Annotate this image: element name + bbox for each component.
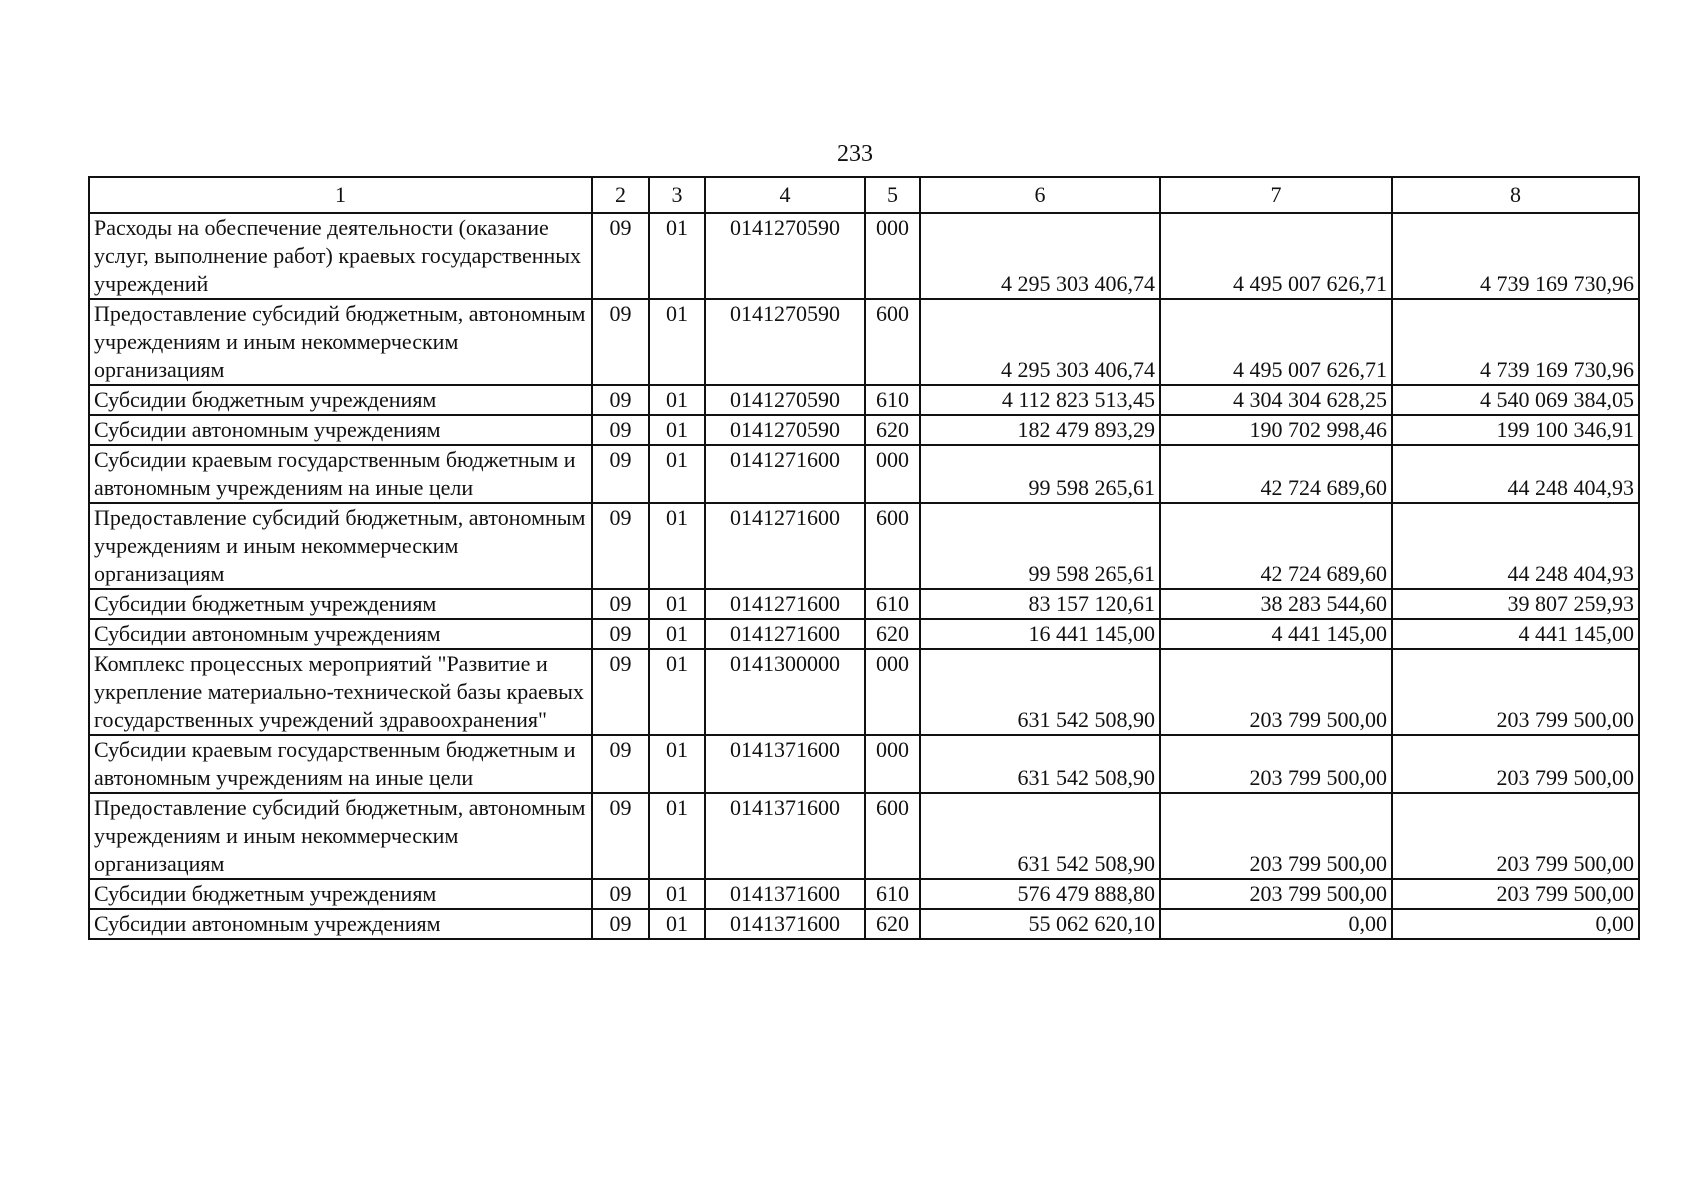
amount-column-8: 203 799 500,00 [1392,649,1639,735]
table-row [89,415,1639,445]
section-code: 09 [592,589,649,619]
expense-type-code: 000 [865,445,920,503]
amount-column-8: 203 799 500,00 [1392,879,1639,909]
row-description: Предоставление субсидий бюджетным, автономным учреждениям и иным некоммерческим организациям [89,299,592,385]
table-row [89,735,1639,793]
subsection-code: 01 [649,879,705,909]
subsection-code: 01 [649,649,705,735]
amount-column-7: 0,00 [1160,909,1392,939]
amount-column-8: 4 739 169 730,96 [1392,213,1639,299]
subsection-code: 01 [649,445,705,503]
amount-column-6: 55 062 620,10 [920,909,1160,939]
amount-column-7: 203 799 500,00 [1160,879,1392,909]
column-header: 3 [649,177,705,213]
target-article-code: 0141271600 [705,445,865,503]
amount-column-6: 631 542 508,90 [920,735,1160,793]
subsection-code: 01 [649,619,705,649]
section-code: 09 [592,213,649,299]
table-row [89,793,1639,879]
section-code: 09 [592,793,649,879]
section-code: 09 [592,415,649,445]
expense-type-code: 600 [865,299,920,385]
subsection-code: 01 [649,415,705,445]
column-header: 5 [865,177,920,213]
target-article-code: 0141300000 [705,649,865,735]
column-header: 2 [592,177,649,213]
row-description: Субсидии автономным учреждениям [89,909,592,939]
amount-column-6: 4 295 303 406,74 [920,213,1160,299]
target-article-code: 0141270590 [705,385,865,415]
table-row [89,445,1639,503]
amount-column-6: 182 479 893,29 [920,415,1160,445]
subsection-code: 01 [649,385,705,415]
subsection-code: 01 [649,735,705,793]
amount-column-7: 4 441 145,00 [1160,619,1392,649]
section-code: 09 [592,735,649,793]
amount-column-8: 4 739 169 730,96 [1392,299,1639,385]
row-description: Субсидии бюджетным учреждениям [89,589,592,619]
amount-column-7: 38 283 544,60 [1160,589,1392,619]
target-article-code: 0141371600 [705,909,865,939]
table-row [89,385,1639,415]
row-description: Субсидии краевым государственным бюджетным и автономным учреждениям на иные цели [89,735,592,793]
amount-column-7: 190 702 998,46 [1160,415,1392,445]
header-row [89,177,1639,213]
subsection-code: 01 [649,213,705,299]
amount-column-6: 99 598 265,61 [920,503,1160,589]
expense-type-code: 610 [865,879,920,909]
row-description: Субсидии краевым государственным бюджетным и автономным учреждениям на иные цели [89,445,592,503]
table-row [89,503,1639,589]
subsection-code: 01 [649,909,705,939]
section-code: 09 [592,879,649,909]
subsection-code: 01 [649,299,705,385]
amount-column-7: 4 495 007 626,71 [1160,213,1392,299]
expense-type-code: 610 [865,385,920,415]
column-header: 6 [920,177,1160,213]
section-code: 09 [592,299,649,385]
target-article-code: 0141371600 [705,879,865,909]
amount-column-6: 4 295 303 406,74 [920,299,1160,385]
row-description: Субсидии бюджетным учреждениям [89,879,592,909]
amount-column-6: 83 157 120,61 [920,589,1160,619]
amount-column-7: 203 799 500,00 [1160,649,1392,735]
target-article-code: 0141271600 [705,619,865,649]
row-description: Предоставление субсидий бюджетным, автономным учреждениям и иным некоммерческим организациям [89,503,592,589]
section-code: 09 [592,445,649,503]
row-description: Расходы на обеспечение деятельности (оказание услуг, выполнение работ) краевых государственных учреждений [89,213,592,299]
expense-type-code: 000 [865,649,920,735]
row-description: Субсидии автономным учреждениям [89,619,592,649]
column-header: 7 [1160,177,1392,213]
column-header: 4 [705,177,865,213]
amount-column-7: 4 304 304 628,25 [1160,385,1392,415]
column-header: 1 [89,177,592,213]
amount-column-6: 631 542 508,90 [920,649,1160,735]
target-article-code: 0141271600 [705,503,865,589]
expense-type-code: 620 [865,619,920,649]
expense-type-code: 620 [865,909,920,939]
column-header: 8 [1392,177,1639,213]
amount-column-6: 631 542 508,90 [920,793,1160,879]
table-row [89,299,1639,385]
target-article-code: 0141270590 [705,415,865,445]
amount-column-8: 4 540 069 384,05 [1392,385,1639,415]
amount-column-8: 203 799 500,00 [1392,735,1639,793]
table-row [89,649,1639,735]
row-description: Предоставление субсидий бюджетным, автономным учреждениям и иным некоммерческим организациям [89,793,592,879]
target-article-code: 0141270590 [705,213,865,299]
amount-column-6: 576 479 888,80 [920,879,1160,909]
amount-column-6: 99 598 265,61 [920,445,1160,503]
subsection-code: 01 [649,793,705,879]
amount-column-8: 39 807 259,93 [1392,589,1639,619]
amount-column-8: 44 248 404,93 [1392,445,1639,503]
amount-column-8: 203 799 500,00 [1392,793,1639,879]
section-code: 09 [592,909,649,939]
amount-column-7: 203 799 500,00 [1160,735,1392,793]
amount-column-8: 0,00 [1392,909,1639,939]
expense-type-code: 600 [865,793,920,879]
table-row [89,879,1639,909]
target-article-code: 0141371600 [705,735,865,793]
expense-type-code: 000 [865,735,920,793]
section-code: 09 [592,385,649,415]
amount-column-6: 16 441 145,00 [920,619,1160,649]
target-article-code: 0141371600 [705,793,865,879]
amount-column-8: 4 441 145,00 [1392,619,1639,649]
amount-column-7: 42 724 689,60 [1160,503,1392,589]
section-code: 09 [592,619,649,649]
amount-column-7: 4 495 007 626,71 [1160,299,1392,385]
expense-type-code: 610 [865,589,920,619]
expense-type-code: 000 [865,213,920,299]
amount-column-6: 4 112 823 513,45 [920,385,1160,415]
target-article-code: 0141271600 [705,589,865,619]
table-row [89,589,1639,619]
row-description: Комплекс процессных мероприятий "Развитие и укрепление материально-технической базы краевых государственных учреждений здравоохранения" [89,649,592,735]
target-article-code: 0141270590 [705,299,865,385]
amount-column-8: 44 248 404,93 [1392,503,1639,589]
page-number: 233 [837,141,873,167]
expense-type-code: 600 [865,503,920,589]
section-code: 09 [592,503,649,589]
budget-table [88,176,1640,940]
amount-column-7: 203 799 500,00 [1160,793,1392,879]
expense-type-code: 620 [865,415,920,445]
amount-column-8: 199 100 346,91 [1392,415,1639,445]
amount-column-7: 42 724 689,60 [1160,445,1392,503]
section-code: 09 [592,649,649,735]
table-row [89,619,1639,649]
row-description: Субсидии автономным учреждениям [89,415,592,445]
table-row [89,213,1639,299]
subsection-code: 01 [649,589,705,619]
table-row [89,909,1639,939]
row-description: Субсидии бюджетным учреждениям [89,385,592,415]
subsection-code: 01 [649,503,705,589]
